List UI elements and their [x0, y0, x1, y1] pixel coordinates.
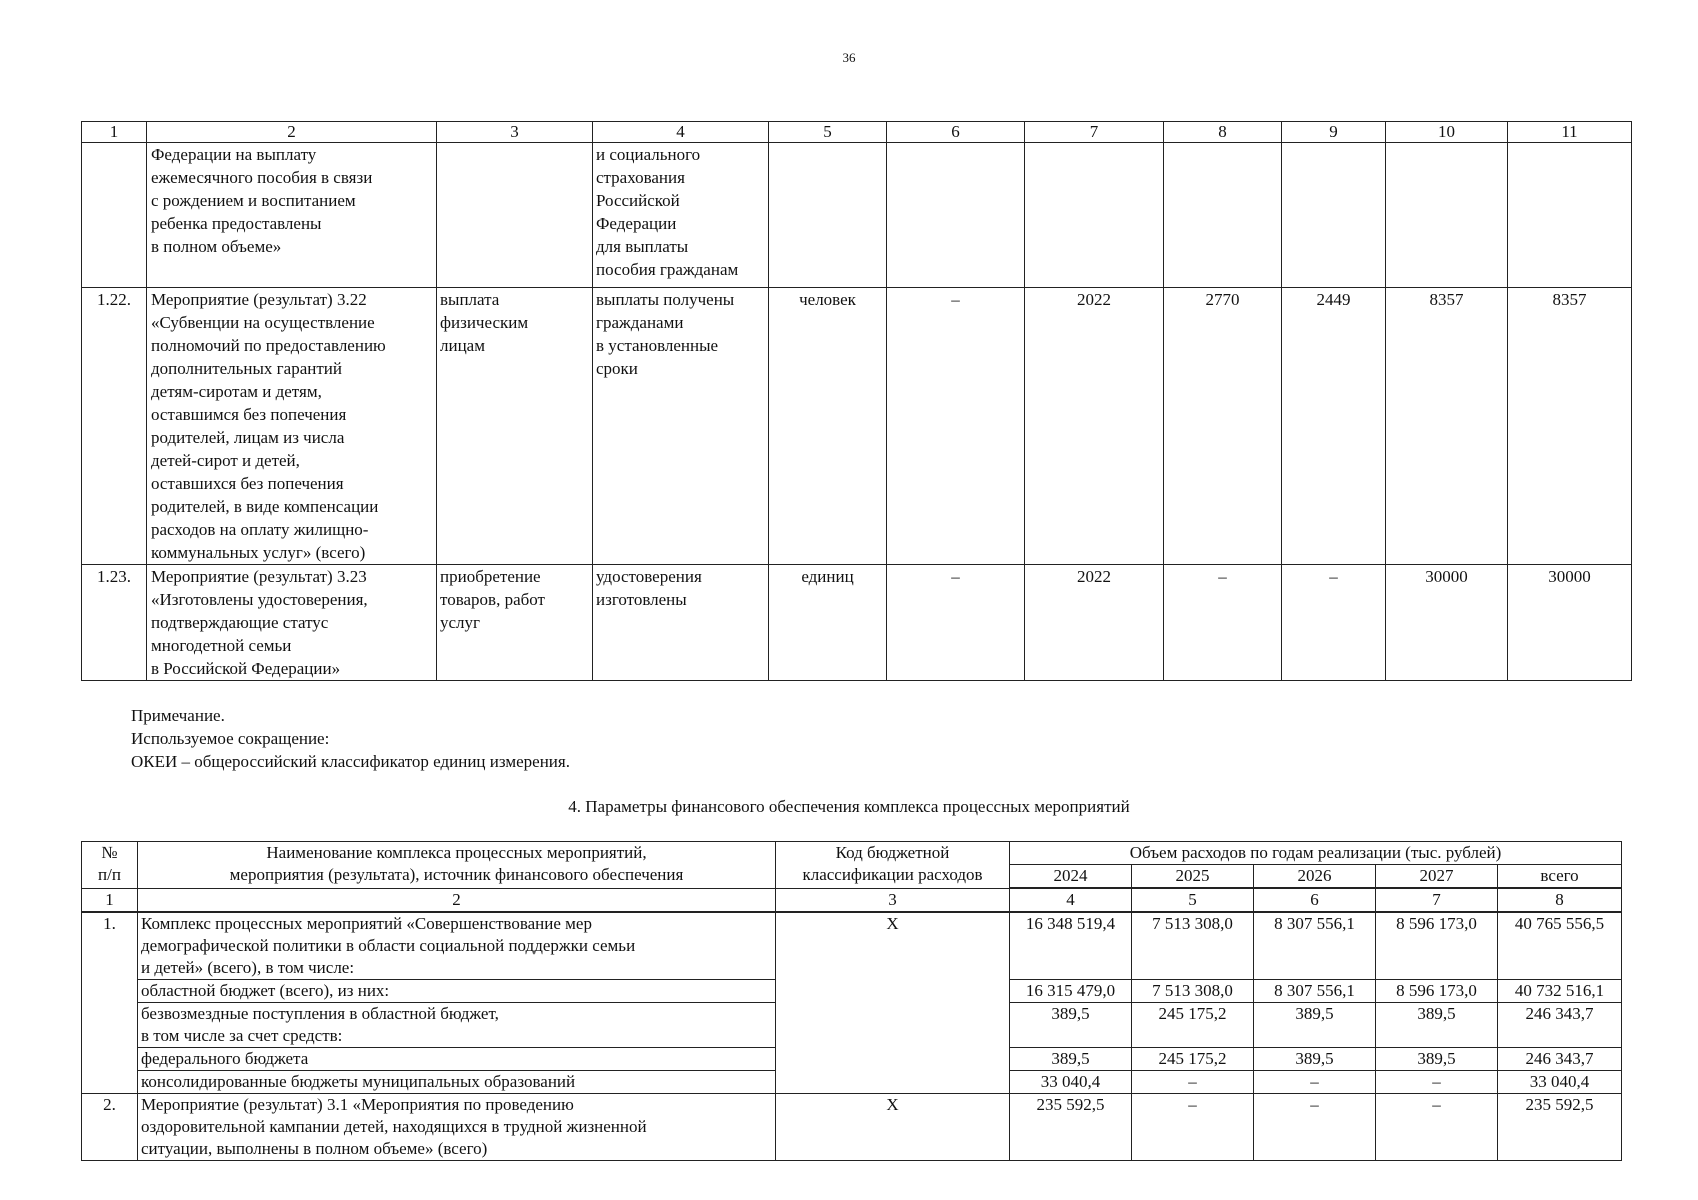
note-line: Используемое сокращение:	[131, 729, 330, 748]
table-row	[82, 912, 1622, 980]
column-number: 2	[147, 122, 437, 143]
column-number: 2	[138, 888, 776, 912]
value-cell: 2022	[1025, 565, 1164, 681]
unit-cell	[769, 143, 887, 288]
budget-code: Х	[776, 912, 1010, 1094]
value-cell: –	[1282, 565, 1386, 681]
year-header: 2027	[1376, 865, 1498, 889]
amount-cell: 33 040,4	[1010, 1071, 1132, 1094]
column-number: 9	[1282, 122, 1386, 143]
activity-name: Мероприятие (результат) 3.22 «Субвенции на осуществление полномочий по предоставлению дополнительных гарантий детям-сиротам и детям, оставшимся без попечения родителей, лицам из числа детей-сирот и детей, оставшихся без попечения родителей, в виде компенсации расходов на оплату жилищно- коммунальных услуг» (всего)	[147, 288, 437, 565]
column-number: 1	[82, 888, 138, 912]
amount-cell: 389,5	[1376, 1003, 1498, 1048]
year-header: 2024	[1010, 865, 1132, 889]
value-cell	[887, 143, 1025, 288]
value-cell: 2022	[1025, 288, 1164, 565]
activity-type: приобретение товаров, работ услуг	[437, 565, 593, 681]
value-cell	[1508, 143, 1632, 288]
table-row	[82, 565, 1632, 681]
row-name: федерального бюджета	[138, 1048, 776, 1071]
amount-cell: 235 592,5	[1010, 1094, 1132, 1161]
section-title: 4. Параметры финансового обеспечения комплекса процессных мероприятий	[568, 797, 1130, 816]
column-number: 5	[1132, 888, 1254, 912]
value-cell	[1164, 143, 1282, 288]
amount-cell: –	[1254, 1094, 1376, 1161]
amount-cell: 389,5	[1254, 1003, 1376, 1048]
activity-characteristic: и социального страхования Российской Федерации для выплаты пособия гражданам	[593, 143, 769, 288]
note-block	[131, 704, 570, 773]
activity-name: Мероприятие (результат) 3.23 «Изготовлены удостоверения, подтверждающие статус многодетной семьи в Российской Федерации»	[147, 565, 437, 681]
amount-cell: 245 175,2	[1132, 1048, 1254, 1071]
column-number: 5	[769, 122, 887, 143]
amount-cell: 246 343,7	[1498, 1003, 1622, 1048]
budget-code: Х	[776, 1094, 1010, 1161]
header-name: Наименование комплекса процессных мероприятий, мероприятия (результата), источник финансового обеспечения	[138, 842, 776, 889]
value-cell	[1386, 143, 1508, 288]
column-number: 7	[1376, 888, 1498, 912]
column-number: 4	[1010, 888, 1132, 912]
page-number: 36	[842, 50, 856, 65]
amount-cell: 33 040,4	[1498, 1071, 1622, 1094]
value-cell: –	[887, 288, 1025, 565]
column-number: 6	[887, 122, 1025, 143]
column-number-row	[82, 122, 1632, 143]
value-cell	[1025, 143, 1164, 288]
activity-characteristic: выплаты получены гражданами в установленные сроки	[593, 288, 769, 565]
amount-cell: 389,5	[1254, 1048, 1376, 1071]
amount-cell: 389,5	[1376, 1048, 1498, 1071]
indicators-table	[81, 121, 1632, 681]
value-cell: 30000	[1508, 565, 1632, 681]
amount-cell: 8 596 173,0	[1376, 980, 1498, 1003]
row-number: 2.	[82, 1094, 138, 1161]
row-name: Мероприятие (результат) 3.1 «Мероприятия по проведению оздоровительной кампании детей, находящихся в трудной жизненной ситуации, выполнены в полном объеме» (всего)	[138, 1094, 776, 1161]
column-number: 7	[1025, 122, 1164, 143]
amount-cell: 245 175,2	[1132, 1003, 1254, 1048]
header-volume: Объем расходов по годам реализации (тыс. рублей)	[1010, 842, 1622, 865]
amount-cell: –	[1132, 1094, 1254, 1161]
value-cell: 2449	[1282, 288, 1386, 565]
header-code: Код бюджетной классификации расходов	[776, 842, 1010, 889]
amount-cell: 8 307 556,1	[1254, 912, 1376, 980]
amount-cell: –	[1132, 1071, 1254, 1094]
row-name: консолидированные бюджеты муниципальных образований	[138, 1071, 776, 1094]
column-number: 8	[1164, 122, 1282, 143]
unit-cell: человек	[769, 288, 887, 565]
row-name: Комплекс процессных мероприятий «Совершенствование мер демографической политики в области социальной поддержки семьи и детей» (всего), в том числе:	[138, 912, 776, 980]
year-header: 2025	[1132, 865, 1254, 889]
row-number	[82, 143, 147, 288]
column-number: 11	[1508, 122, 1632, 143]
financing-table	[81, 841, 1622, 1161]
amount-cell: –	[1376, 1094, 1498, 1161]
unit-cell: единиц	[769, 565, 887, 681]
amount-cell: 8 596 173,0	[1376, 912, 1498, 980]
value-cell: 30000	[1386, 565, 1508, 681]
amount-cell: 7 513 308,0	[1132, 980, 1254, 1003]
activity-type: выплата физическим лицам	[437, 288, 593, 565]
column-number: 3	[437, 122, 593, 143]
row-number: 1.23.	[82, 565, 147, 681]
column-number-row	[82, 888, 1622, 912]
table-row	[82, 143, 1632, 288]
total-header: всего	[1498, 865, 1622, 889]
note-title: Примечание.	[131, 706, 225, 725]
column-number: 4	[593, 122, 769, 143]
activity-name: Федерации на выплату ежемесячного пособия в связи с рождением и воспитанием ребенка предоставлены в полном объеме»	[147, 143, 437, 288]
amount-cell: 246 343,7	[1498, 1048, 1622, 1071]
row-number: 1.	[82, 912, 138, 1094]
row-name: областной бюджет (всего), из них:	[138, 980, 776, 1003]
row-name: безвозмездные поступления в областной бюджет, в том числе за счет средств:	[138, 1003, 776, 1048]
amount-cell: 7 513 308,0	[1132, 912, 1254, 980]
amount-cell: 16 348 519,4	[1010, 912, 1132, 980]
value-cell	[1282, 143, 1386, 288]
value-cell: 8357	[1386, 288, 1508, 565]
amount-cell: 389,5	[1010, 1048, 1132, 1071]
note-line: ОКЕИ – общероссийский классификатор единиц измерения.	[131, 752, 570, 771]
header-num: № п/п	[82, 842, 138, 889]
value-cell: –	[1164, 565, 1282, 681]
column-number: 10	[1386, 122, 1508, 143]
column-number: 6	[1254, 888, 1376, 912]
amount-cell: 8 307 556,1	[1254, 980, 1376, 1003]
header-row	[82, 842, 1622, 865]
activity-type	[437, 143, 593, 288]
amount-cell: 40 732 516,1	[1498, 980, 1622, 1003]
column-number: 8	[1498, 888, 1622, 912]
value-cell: 8357	[1508, 288, 1632, 565]
table-row	[82, 288, 1632, 565]
amount-cell: 40 765 556,5	[1498, 912, 1622, 980]
value-cell: 2770	[1164, 288, 1282, 565]
amount-cell: –	[1254, 1071, 1376, 1094]
amount-cell: 235 592,5	[1498, 1094, 1622, 1161]
row-number: 1.22.	[82, 288, 147, 565]
column-number: 3	[776, 888, 1010, 912]
amount-cell: –	[1376, 1071, 1498, 1094]
table-row	[82, 1094, 1622, 1161]
activity-characteristic: удостоверения изготовлены	[593, 565, 769, 681]
column-number: 1	[82, 122, 147, 143]
amount-cell: 16 315 479,0	[1010, 980, 1132, 1003]
amount-cell: 389,5	[1010, 1003, 1132, 1048]
year-header: 2026	[1254, 865, 1376, 889]
value-cell: –	[887, 565, 1025, 681]
